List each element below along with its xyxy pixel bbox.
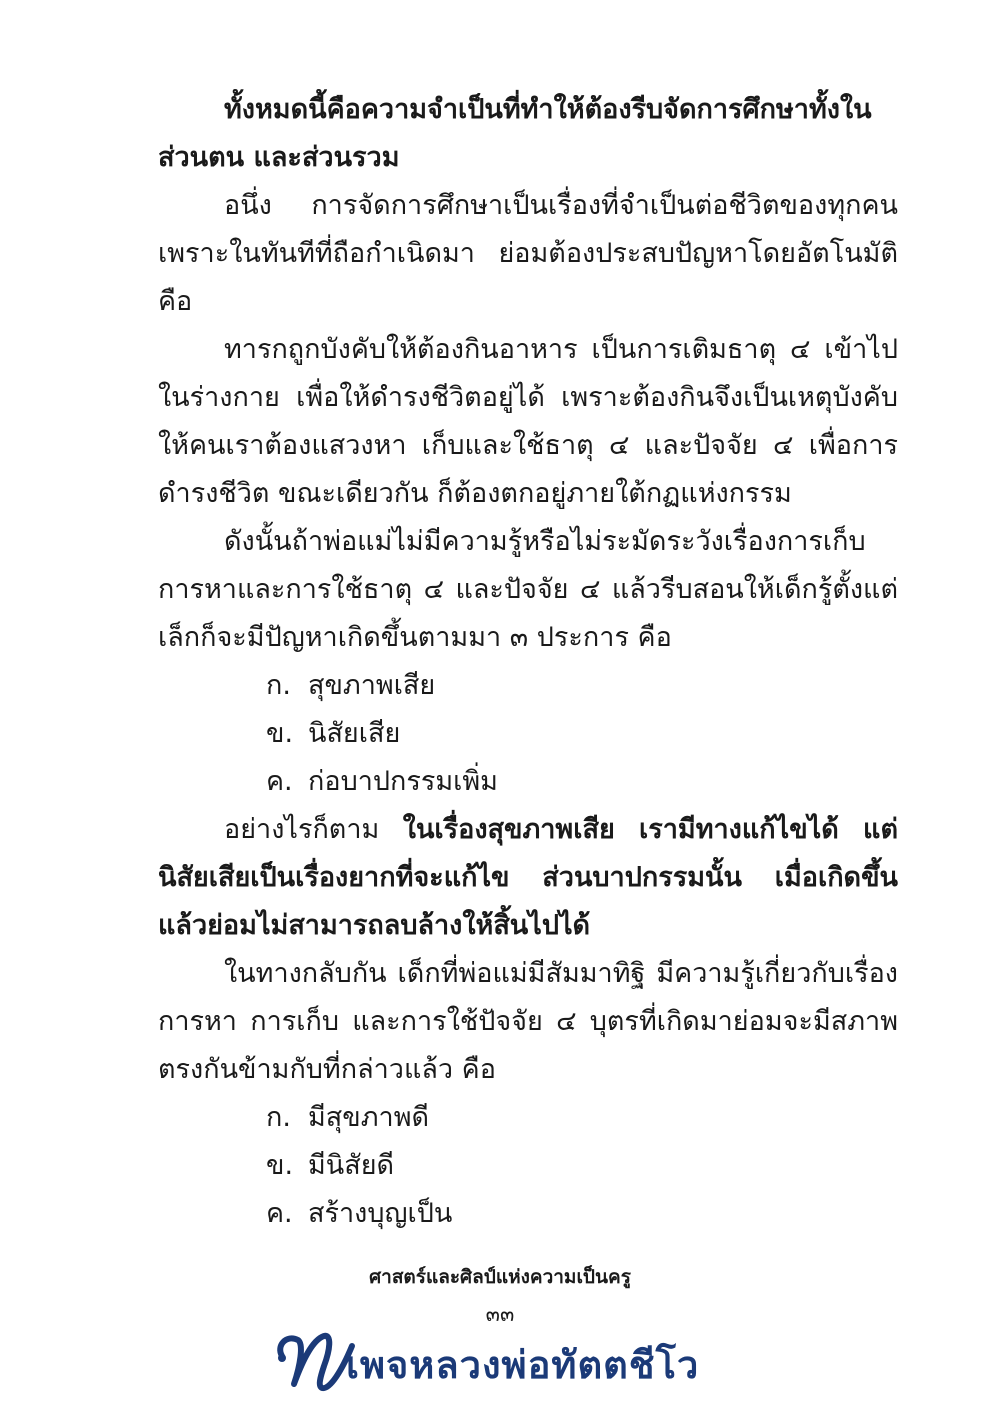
footer-book-title: ศาสตร์และศิลป์แห่งความเป็นครู bbox=[369, 1266, 631, 1288]
paragraph-6: ในทางกลับกัน เด็กที่พ่อแม่มีสัมมาทิฐิ มีความรู้เกี่ยวกับเรื่องการหา การเก็บ และการใช้ปัจจัย ๔ บุตรที่เกิดมาย่อมจะมีสภาพตรงกันข้ามกับที่กล่าวแล้ว คือ bbox=[158, 958, 898, 1085]
list-marker: ค. bbox=[266, 1198, 293, 1229]
benefit-list bbox=[158, 1094, 898, 1238]
list-text: ก่อบาปกรรมเพิ่ม bbox=[308, 766, 498, 797]
list-marker: ก. bbox=[266, 670, 291, 701]
logo-mark-icon bbox=[268, 1326, 358, 1396]
list-marker: ข. bbox=[266, 718, 294, 749]
list-text: มีนิสัยดี bbox=[308, 1150, 395, 1181]
paragraph-2: อนึ่ง การจัดการศึกษาเป็นเรื่องที่จำเป็นต่อชีวิตของทุกคน เพราะในทันทีที่ถือกำเนิดมา ย่อมต้องประสบปัญหาโดยอัตโนมัติคือ bbox=[158, 190, 898, 317]
list-marker: ข. bbox=[266, 1150, 294, 1181]
list-item bbox=[158, 1190, 898, 1238]
list-item bbox=[158, 1142, 898, 1190]
list-item bbox=[158, 758, 898, 806]
logo-text: เพจหลวงพ่อทัตตชีโว bbox=[346, 1342, 700, 1387]
paragraph-5-lead: อย่างไรก็ตาม bbox=[224, 814, 403, 845]
paragraph-3: ทารกถูกบังคับให้ต้องกินอาหาร เป็นการเติมธาตุ ๔ เข้าไปในร่างกาย เพื่อให้ดำรงชีวิตอยู่ได้ เพราะต้องกินจึงเป็นเหตุบังคับให้คนเราต้องแสวงหา เก็บและใช้ธาตุ ๔ และปัจจัย ๔ เพื่อการดำรงชีวิต ขณะเดียวกัน ก็ต้องตกอยู่ภายใต้กฏแห่งกรรม bbox=[158, 334, 898, 509]
page-logo bbox=[268, 1326, 738, 1396]
paragraph-5-emphasis: ในเรื่องสุขภาพเสีย เรามีทางแก้ไขได้ แต่นิสัยเสียเป็นเรื่องยากที่จะแก้ไข ส่วนบาปกรรมนั้น เมื่อเกิดขึ้นแล้วย่อมไม่สามารถลบล้างให้สิ้นไปได้ bbox=[158, 814, 898, 941]
list-text: สุขภาพเสีย bbox=[308, 670, 436, 701]
problem-list bbox=[158, 662, 898, 806]
list-text: สร้างบุญเป็น bbox=[308, 1198, 453, 1229]
list-text: นิสัยเสีย bbox=[308, 718, 401, 749]
list-item bbox=[158, 662, 898, 710]
page-content bbox=[158, 86, 898, 1238]
list-marker: ค. bbox=[266, 766, 293, 797]
list-marker: ก. bbox=[266, 1102, 291, 1133]
list-item bbox=[158, 710, 898, 758]
list-item bbox=[158, 1094, 898, 1142]
paragraph-5 bbox=[158, 806, 898, 950]
paragraph-4: ดังนั้นถ้าพ่อแม่ไม่มีความรู้หรือไม่ระมัดระวังเรื่องการเก็บ การหาและการใช้ธาตุ ๔ และปัจจัย ๔ แล้วรีบสอนให้เด็กรู้ตั้งแต่เล็กก็จะมีปัญหาเกิดขึ้นตามมา ๓ ประการ คือ bbox=[158, 526, 898, 653]
page-number: ๓๓ bbox=[485, 1302, 515, 1326]
paragraph-1: ทั้งหมดนี้คือความจำเป็นที่ทำให้ต้องรีบจัดการศึกษาทั้งในส่วนตน และส่วนรวม bbox=[158, 94, 872, 173]
list-text: มีสุขภาพดี bbox=[308, 1102, 430, 1133]
